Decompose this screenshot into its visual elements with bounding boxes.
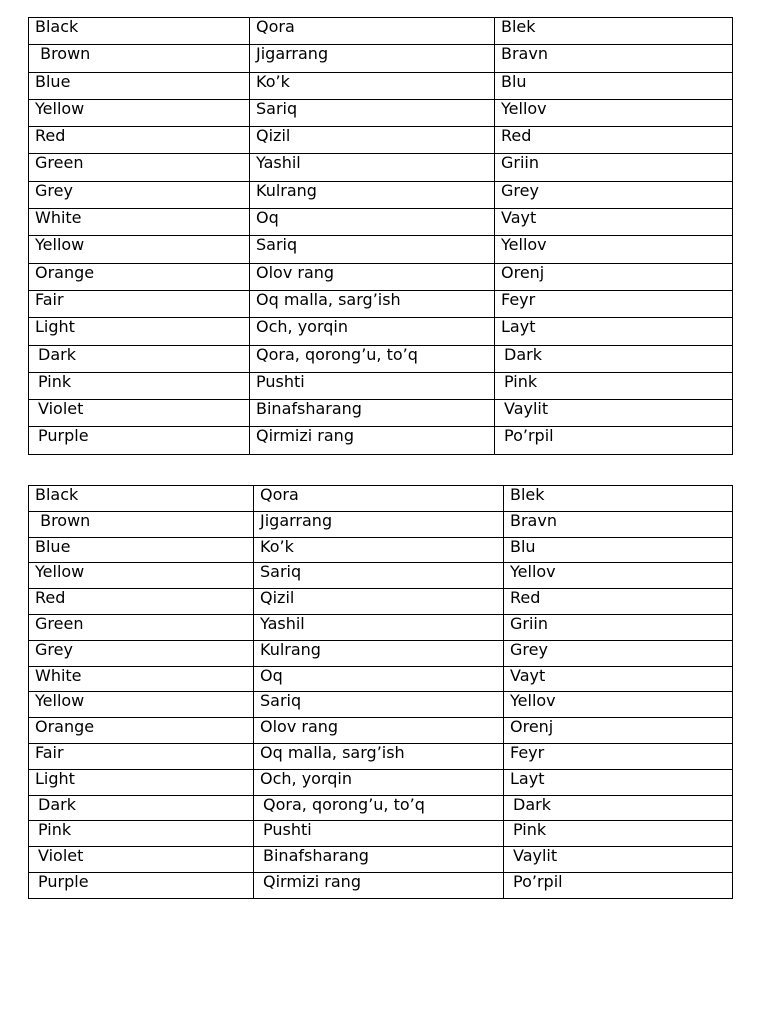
english-word-cell: Yellow — [29, 99, 250, 126]
english-word-cell: Black — [29, 486, 254, 512]
pronunciation-cell: Vayt — [504, 666, 733, 692]
pronunciation-cell: Orenj — [504, 718, 733, 744]
pronunciation-cell: Yellov — [495, 236, 733, 263]
english-word-cell: Violet — [29, 400, 250, 427]
uzbek-translation-cell: Olov rang — [254, 718, 504, 744]
pronunciation-cell: Orenj — [495, 263, 733, 290]
pronunciation-cell: Dark — [504, 795, 733, 821]
english-word-cell: Green — [29, 614, 254, 640]
pronunciation-cell: Vaylit — [495, 400, 733, 427]
table-row — [29, 427, 733, 454]
english-word-cell: Yellow — [29, 692, 254, 718]
pronunciation-cell: Pink — [504, 821, 733, 847]
table-row — [29, 847, 733, 873]
table-body — [29, 18, 733, 455]
table-row — [29, 666, 733, 692]
english-word-cell: White — [29, 209, 250, 236]
uzbek-translation-cell: Pushti — [250, 372, 495, 399]
table-row — [29, 718, 733, 744]
english-word-cell: Red — [29, 589, 254, 615]
english-word-cell: Brown — [29, 45, 250, 72]
table-row — [29, 154, 733, 181]
english-word-cell: Green — [29, 154, 250, 181]
uzbek-translation-cell: Qora — [254, 486, 504, 512]
english-word-cell: Blue — [29, 537, 254, 563]
uzbek-translation-cell: Binafsharang — [254, 847, 504, 873]
uzbek-translation-cell: Qizil — [254, 589, 504, 615]
table-row — [29, 769, 733, 795]
uzbek-translation-cell: Ko’k — [254, 537, 504, 563]
table-row — [29, 127, 733, 154]
pronunciation-cell: Blu — [504, 537, 733, 563]
pronunciation-cell: Griin — [504, 614, 733, 640]
pronunciation-cell: Bravn — [504, 511, 733, 537]
table-row — [29, 400, 733, 427]
pronunciation-cell: Blu — [495, 72, 733, 99]
table-row — [29, 72, 733, 99]
english-word-cell: Yellow — [29, 236, 250, 263]
uzbek-translation-cell: Pushti — [254, 821, 504, 847]
table-row — [29, 872, 733, 898]
english-word-cell: Grey — [29, 640, 254, 666]
pronunciation-cell: Bravn — [495, 45, 733, 72]
color-vocabulary-table-2 — [28, 485, 733, 899]
pronunciation-cell: Pink — [495, 372, 733, 399]
pronunciation-cell: Grey — [495, 181, 733, 208]
pronunciation-cell: Feyr — [495, 290, 733, 317]
english-word-cell: Grey — [29, 181, 250, 208]
english-word-cell: Light — [29, 769, 254, 795]
uzbek-translation-cell: Sariq — [250, 99, 495, 126]
table-row — [29, 318, 733, 345]
uzbek-translation-cell: Oq — [254, 666, 504, 692]
table-row — [29, 209, 733, 236]
english-word-cell: Orange — [29, 263, 250, 290]
table-row — [29, 45, 733, 72]
table-body — [29, 486, 733, 899]
pronunciation-cell: Red — [495, 127, 733, 154]
pronunciation-cell: Blek — [495, 18, 733, 45]
english-word-cell: Red — [29, 127, 250, 154]
table-row — [29, 640, 733, 666]
english-word-cell: Violet — [29, 847, 254, 873]
english-word-cell: Purple — [29, 872, 254, 898]
table-row — [29, 589, 733, 615]
pronunciation-cell: Grey — [504, 640, 733, 666]
pronunciation-cell: Vayt — [495, 209, 733, 236]
english-word-cell: Purple — [29, 427, 250, 454]
table-row — [29, 99, 733, 126]
english-word-cell: Dark — [29, 795, 254, 821]
table-row — [29, 486, 733, 512]
uzbek-translation-cell: Och, yorqin — [254, 769, 504, 795]
uzbek-translation-cell: Ko’k — [250, 72, 495, 99]
english-word-cell: Yellow — [29, 563, 254, 589]
english-word-cell: Brown — [29, 511, 254, 537]
uzbek-translation-cell: Och, yorqin — [250, 318, 495, 345]
pronunciation-cell: Yellov — [504, 692, 733, 718]
uzbek-translation-cell: Yashil — [254, 614, 504, 640]
uzbek-translation-cell: Oq malla, sarg’ish — [250, 290, 495, 317]
pronunciation-cell: Yellov — [495, 99, 733, 126]
uzbek-translation-cell: Oq — [250, 209, 495, 236]
table-row — [29, 345, 733, 372]
table-row — [29, 537, 733, 563]
pronunciation-cell: Yellov — [504, 563, 733, 589]
english-word-cell: Dark — [29, 345, 250, 372]
english-word-cell: White — [29, 666, 254, 692]
table-row — [29, 181, 733, 208]
table-row — [29, 372, 733, 399]
english-word-cell: Orange — [29, 718, 254, 744]
pronunciation-cell: Po’rpil — [504, 872, 733, 898]
pronunciation-cell: Griin — [495, 154, 733, 181]
pronunciation-cell: Vaylit — [504, 847, 733, 873]
uzbek-translation-cell: Qora, qorong’u, to’q — [250, 345, 495, 372]
table-row — [29, 795, 733, 821]
table-row — [29, 511, 733, 537]
uzbek-translation-cell: Olov rang — [250, 263, 495, 290]
uzbek-translation-cell: Kulrang — [254, 640, 504, 666]
pronunciation-cell: Feyr — [504, 743, 733, 769]
color-vocabulary-table-1 — [28, 17, 733, 455]
english-word-cell: Pink — [29, 372, 250, 399]
english-word-cell: Fair — [29, 743, 254, 769]
pronunciation-cell: Layt — [495, 318, 733, 345]
table-row — [29, 263, 733, 290]
uzbek-translation-cell: Sariq — [250, 236, 495, 263]
english-word-cell: Blue — [29, 72, 250, 99]
table-row — [29, 290, 733, 317]
uzbek-translation-cell: Qirmizi rang — [250, 427, 495, 454]
uzbek-translation-cell: Jigarrang — [250, 45, 495, 72]
table-row — [29, 692, 733, 718]
uzbek-translation-cell: Kulrang — [250, 181, 495, 208]
pronunciation-cell: Blek — [504, 486, 733, 512]
pronunciation-cell: Layt — [504, 769, 733, 795]
uzbek-translation-cell: Qora — [250, 18, 495, 45]
uzbek-translation-cell: Qora, qorong’u, to’q — [254, 795, 504, 821]
uzbek-translation-cell: Yashil — [250, 154, 495, 181]
table-row — [29, 821, 733, 847]
table-row — [29, 18, 733, 45]
english-word-cell: Light — [29, 318, 250, 345]
pronunciation-cell: Po’rpil — [495, 427, 733, 454]
table-row — [29, 743, 733, 769]
english-word-cell: Pink — [29, 821, 254, 847]
uzbek-translation-cell: Qirmizi rang — [254, 872, 504, 898]
table-row — [29, 563, 733, 589]
english-word-cell: Black — [29, 18, 250, 45]
uzbek-translation-cell: Oq malla, sarg’ish — [254, 743, 504, 769]
table-row — [29, 236, 733, 263]
uzbek-translation-cell: Qizil — [250, 127, 495, 154]
table-row — [29, 614, 733, 640]
pronunciation-cell: Red — [504, 589, 733, 615]
uzbek-translation-cell: Sariq — [254, 692, 504, 718]
uzbek-translation-cell: Jigarrang — [254, 511, 504, 537]
uzbek-translation-cell: Sariq — [254, 563, 504, 589]
uzbek-translation-cell: Binafsharang — [250, 400, 495, 427]
pronunciation-cell: Dark — [495, 345, 733, 372]
english-word-cell: Fair — [29, 290, 250, 317]
